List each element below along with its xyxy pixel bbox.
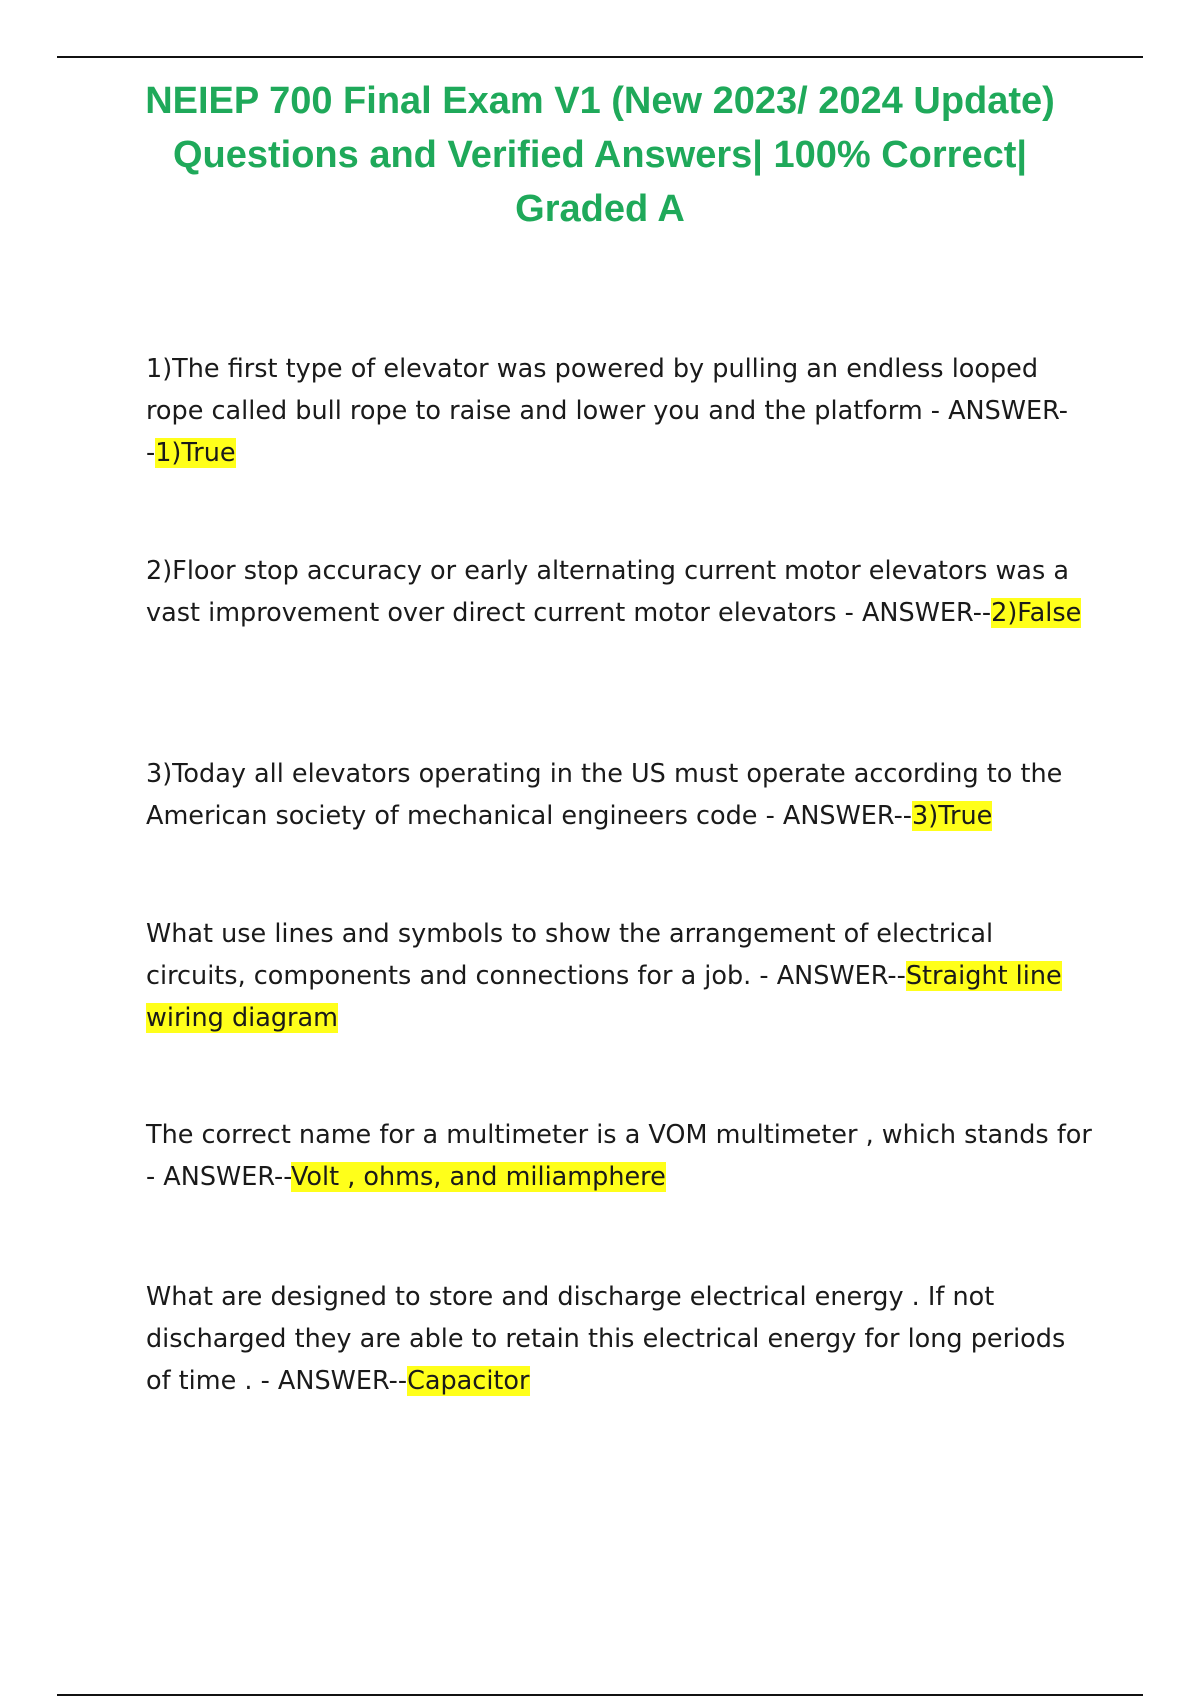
qa-item-5 — [146, 1114, 1096, 1198]
answer-separator: - ANSWER-- — [757, 801, 913, 831]
document-title: NEIEP 700 Final Exam V1 (New 2023/ 2024 Update) Questions and Verified Answers| 100% Correct| Graded A — [145, 80, 1055, 230]
answer-highlight: 3)True — [912, 801, 993, 831]
answer-separator: - ANSWER-- — [252, 1366, 408, 1396]
answer-separator: - ANSWER-- — [146, 396, 1068, 468]
question-text: 1)The first type of elevator was powered by pulling an endless looped rope called bull rope to raise and lower you and the platform — [146, 354, 1039, 426]
answer-highlight: Straight line wiring diagram — [146, 961, 1062, 1033]
qa-item-2 — [146, 550, 1096, 634]
answer-highlight: Volt , ohms, and miliamphere — [290, 1162, 666, 1192]
qa-item-4 — [146, 913, 1096, 1039]
answer-highlight: Capacitor — [407, 1366, 530, 1396]
question-text: 2)Floor stop accuracy or early alternating current motor elevators was a vast improvement over direct current motor elevators — [146, 556, 1069, 628]
question-text: What use lines and symbols to show the arrangement of electrical circuits, components and connections for a job. — [146, 919, 994, 991]
qa-item-6 — [146, 1276, 1096, 1402]
answer-highlight: 1)True — [155, 438, 236, 468]
answer-separator: - ANSWER-- — [836, 598, 992, 628]
question-text: What are designed to store and discharge electrical energy . If not discharged they are able to retain this electrical energy for long periods of time . — [146, 1282, 1066, 1396]
top-rule — [57, 56, 1143, 58]
answer-separator: - ANSWER-- — [146, 1162, 291, 1192]
question-text: The correct name for a multimeter is a VOM multimeter , which stands for — [146, 1120, 1092, 1150]
bottom-rule — [57, 1694, 1143, 1696]
qa-item-3 — [146, 753, 1096, 837]
answer-separator: - ANSWER-- — [751, 961, 906, 991]
question-text: 3)Today all elevators operating in the US must operate according to the American society of mechanical engineers code — [146, 759, 1063, 831]
answer-highlight: 2)False — [991, 598, 1082, 628]
qa-item-1 — [146, 348, 1096, 474]
